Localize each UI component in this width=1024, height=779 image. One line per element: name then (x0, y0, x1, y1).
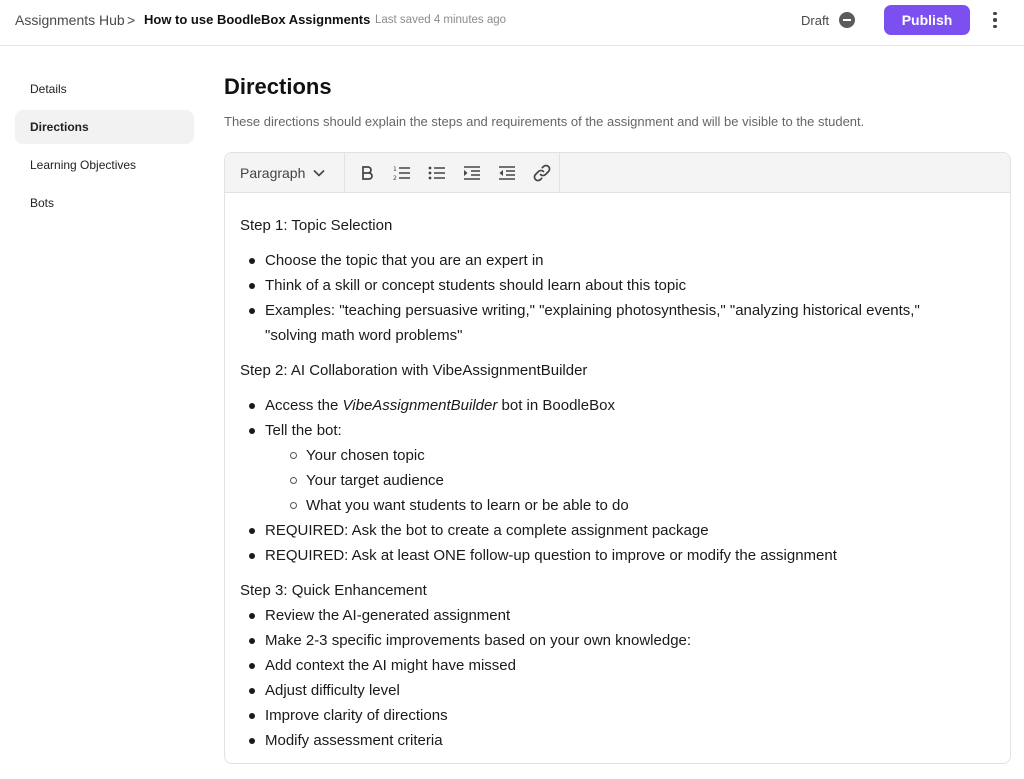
sidebar-item-details[interactable] (15, 72, 194, 106)
list-item-text: Tell the bot: (265, 422, 342, 439)
step-heading: Step 3: Quick Enhancement (240, 582, 427, 599)
indent-button[interactable] (454, 153, 489, 193)
bullet-list (240, 393, 1010, 568)
bullet-list-icon (428, 165, 446, 181)
list-item (249, 393, 1010, 418)
draft-label: Draft (801, 13, 830, 28)
sub-list (265, 443, 1010, 518)
list-item: REQUIRED: Ask at least ONE follow-up question to improve or modify the assignment (249, 543, 1010, 568)
breadcrumb-assignments-hub[interactable]: Assignments Hub (15, 12, 125, 28)
list-item: Add context the AI might have missed (249, 653, 1010, 678)
step-heading: Step 1: Topic Selection (240, 217, 393, 234)
list-item: Make 2-3 specific improvements based on your own knowledge: (249, 628, 1010, 653)
publish-button[interactable]: Publish (884, 5, 970, 35)
bot-name: VibeAssignmentBuilder (342, 397, 498, 414)
bullet-list (240, 248, 1010, 348)
outdent-icon (498, 165, 516, 181)
bold-button[interactable] (349, 153, 384, 193)
rich-text-editor[interactable] (224, 152, 1011, 764)
list-item-text: Access the (265, 397, 343, 414)
ordered-list-button[interactable] (384, 153, 419, 193)
sidebar-item-label: Directions (30, 120, 89, 134)
sidebar-item-learning-objectives[interactable] (15, 148, 194, 182)
link-button[interactable] (524, 153, 559, 193)
bullet-list-button[interactable] (419, 153, 454, 193)
outdent-button[interactable] (489, 153, 524, 193)
list-item: Think of a skill or concept students should learn about this topic (249, 273, 1010, 298)
list-item: Modify assessment criteria (249, 728, 1010, 753)
section-title: Directions (224, 74, 332, 99)
sidebar-item-label: Bots (30, 196, 55, 210)
editor-toolbar (225, 153, 1010, 193)
paragraph-format-dropdown[interactable] (225, 153, 345, 193)
list-item: Improve clarity of directions (249, 703, 1010, 728)
list-item: Adjust difficulty level (249, 678, 1010, 703)
saved-status: Last saved 4 minutes ago (375, 14, 507, 26)
chevron-down-icon (313, 169, 325, 177)
svg-text:2: 2 (392, 174, 397, 181)
sidebar (15, 72, 194, 224)
formatting-buttons (345, 153, 560, 193)
step-heading: Step 2: AI Collaboration with VibeAssignmentBuilder (240, 362, 588, 379)
indent-icon (463, 165, 481, 181)
link-icon (532, 164, 552, 182)
list-item: Choose the topic that you are an expert in (249, 248, 1010, 273)
page-title: How to use BoodleBox Assignments (144, 12, 371, 27)
ordered-list-icon (393, 165, 411, 181)
sub-list-item: Your target audience (290, 468, 1010, 493)
more-options-icon[interactable] (986, 9, 1004, 31)
paragraph-format-label: Paragraph (240, 164, 306, 181)
sidebar-item-bots[interactable] (15, 186, 194, 220)
sub-list-item: What you want students to learn or be able to do (290, 493, 1010, 518)
sub-list-item: Your chosen topic (290, 443, 1010, 468)
bullet-list (240, 603, 1010, 753)
list-item (249, 418, 1010, 518)
sidebar-item-label: Details (30, 82, 67, 96)
editor-content[interactable] (225, 193, 1010, 753)
list-item: REQUIRED: Ask the bot to create a complete assignment package (249, 518, 1010, 543)
list-item-text: bot in BoodleBox (497, 397, 615, 414)
bold-icon (360, 165, 374, 181)
draft-status-icon[interactable] (839, 12, 855, 28)
list-item: Review the AI-generated assignment (249, 603, 1010, 628)
sidebar-item-label: Learning Objectives (30, 158, 137, 172)
breadcrumb-separator: > (127, 12, 136, 28)
svg-text:1: 1 (392, 165, 397, 173)
top-bar (0, 0, 1024, 46)
sidebar-item-directions[interactable] (15, 110, 194, 144)
list-item: Examples: "teaching persuasive writing," "explaining photosynthesis," "analyzing historical events," "solving math word problems" (249, 298, 949, 348)
section-description: These directions should explain the steps and requirements of the assignment and will be visible to the student. (224, 114, 865, 129)
